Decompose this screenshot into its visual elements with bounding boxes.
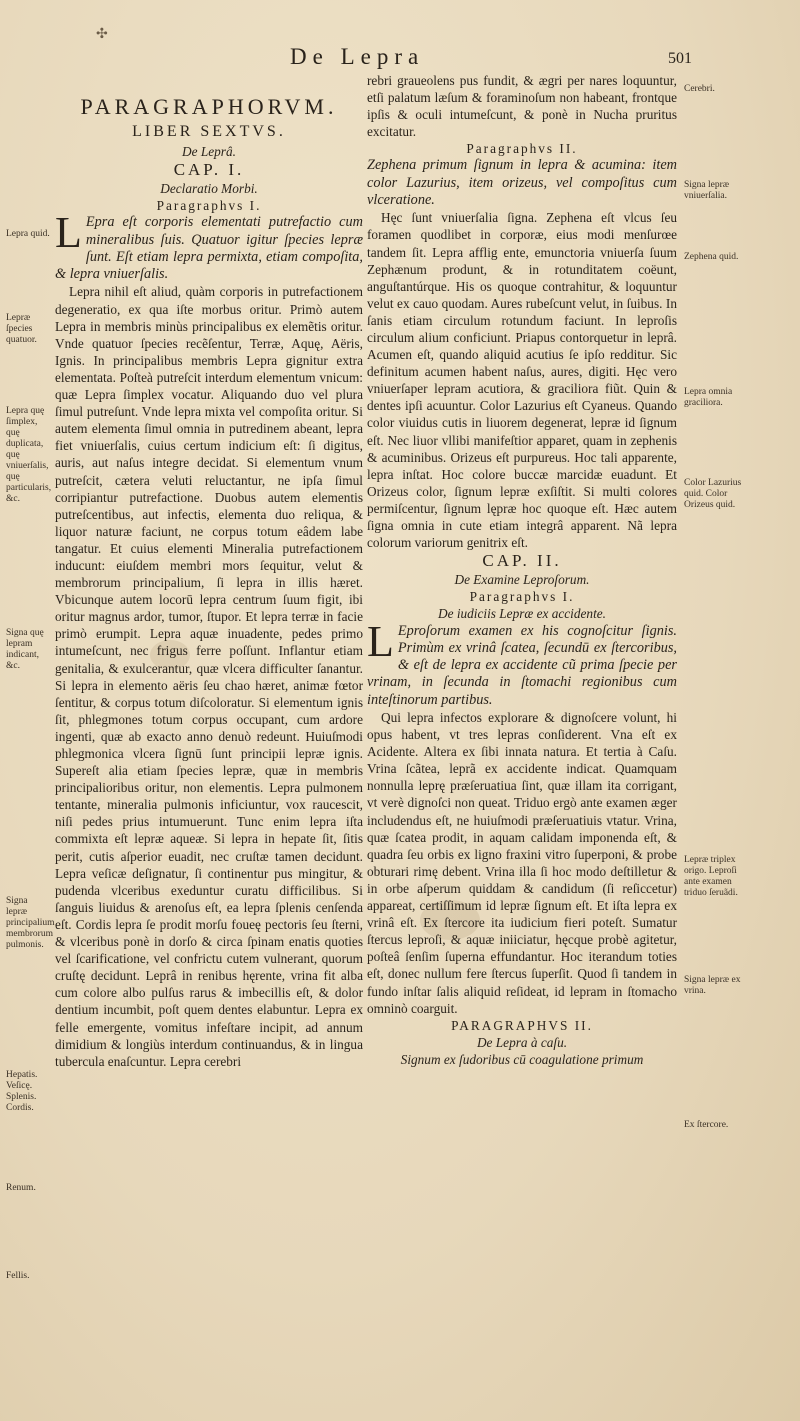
section-heading: De Lepra à caſu. [476, 1034, 568, 1050]
drop-cap: L [55, 208, 82, 258]
margin-note-left: Signa quę lepram indicant, &c. [6, 628, 44, 671]
margin-note-left: Signa lepræ principalium membrorum pulmonis. [6, 896, 55, 950]
section-heading: De iudiciis Lepræ ex accidente. [437, 606, 606, 622]
running-head: De Lepra [290, 44, 425, 69]
body-paragraph: Hęc ſunt vniuerſalia ſigna. Zephena eſt vlcus ſeu foramen quodlibet in corporæ, eius modi menſurœe tandem ſit. Lepra afflig ente, emunctoria vniuerſa ſuum Zephænum produnt, & in rotunditatem coëunt, anguſtantúrque. His os quoque contrahitur, & loquuntur velut ex cauo quodam. Aures rubeſcunt velut, in ſuibus. In ſanis etiam circulum rotundum faciunt. In leproſis circulum alium conficiunt. Priapus contorquetur in leprâ. Acumen eſt, quando aliquid acutius ſe ipſo redditur. Sic definitum acumen habent naſus, aures, digiti. Hęc vero vniuerſaper lepram acutiora, & graciliora fiũt. Quin & dentes ipſi acuuntur. Color Lazurius eſt Cyaneus. Quando color viuidus cutis in liuorem degenerat, lepræ id ſignum eſt. Nec liuor vllibi manifeſtior apparet, quam in zephenis & acuminibus. Orizeus eſt purpureus. Hoc tali apparente, lepra inſtat. Hoc colore buccæ marcidæ euadunt. Et Orizeus color, ſignum lepræ exſiſtit. Si multi colores permiſcentur, ſignum lępræ hoc quoque eſt. Hæc autem ſigna omnia in cute etiam integrâ apparent. Nã lepra colorum variorum genitrix eſt. [367, 210, 677, 551]
margin-note-left: Lepræ ſpecies quatuor. [6, 313, 37, 345]
chapter-heading: De Leprâ. [182, 144, 236, 159]
chapter-heading: De Examine Leproſorum. [454, 572, 590, 588]
margin-note-right: Zephena quid. [684, 252, 739, 262]
paragraph-label: PARAGRAPHVS II. [451, 1017, 593, 1033]
body-paragraph-continued: rebri graueolens pus fundit, & ægri per nares loquuntur, etſi palatum læſum & foraminoſum non habeant, frontque ipſis & oculi intumeſcunt, & ponè in Nucha pruritus excitatur. [367, 73, 677, 140]
body-paragraph: Qui lepra infectos explorare & dignoſcere volunt, hi opus habent, vt tres lepras conſiderent. Vna eſt ex Acidente. Altera ex ſibi innata natura. Et tertia à Caſu. Vrina ſcãtea, leprã ex accidente indicat. Quamquam nonnulla leprę præſeruatiua ſint, quæ illam ita corrigant, vt verè dignoſci non queat. Triduo ergò ante examen æger includendus eſt, ne huiuſmodi præſeruatiuis vtatur. Vrina, quæ ſcatea prodit, in aquam calidam imponenda eſt, & quadra ſeu orbis ex ligno fraxini vitro ſuperponi, & probe obturari rimę debent. Vrina illa ſi hoc modo deſtilletur & in orbe aſperum quiddam & candidum (ſi reſiccetur) appareat, certiſſimum id lepræ ſignum eſt. Et iſta lepra ex vrinâ eſt. Ex ſtercore ita iudicium fieri poteſt. Sumatur ſtercus leproſi, & aquæ iniiciatur, hęcque probè agitetur, poſteâ ſenſim ſuperna effundantur. Hoc iterandum toties eſt, donec nullum fere ſtercus ſuperſit. Quod ſi tandem in fundo inſtar ſalis aliquid reſideat, id lepram in ſtomacho omninò coarguit. [367, 710, 677, 1016]
chapter-number: CAP. I. [173, 160, 245, 180]
left-column [55, 93, 363, 1070]
drop-cap: L [367, 616, 394, 666]
book-subtitle: LIBER SEXTVS. [132, 123, 286, 140]
margin-note-left: Renum. [6, 1183, 36, 1193]
paragraph-label: Paragraphvs II. [466, 141, 578, 157]
margin-note-right: Signa lepræ ex vrina. [684, 975, 741, 996]
section-heading: Declaratio Morbi. [160, 181, 258, 197]
margin-note-right: Ex ſtercore. [684, 1120, 729, 1130]
ink-mark-icon: ✣ [96, 26, 108, 42]
section-heading: Signum ex ſudoribus cū coagulatione primum [400, 1051, 644, 1067]
lede-paragraph [367, 616, 677, 709]
margin-note-right: Color Lazurius quid. Color Orizeus quid. [684, 478, 742, 510]
margin-note-right: Lepra omnia graciliora. [684, 387, 733, 408]
right-column [367, 72, 677, 1068]
margin-note-left: Lepra quę ſimplex, quę duplicata, quę vniuerſalis, quę particularis, &c. [6, 406, 52, 504]
page-number: 501 [668, 50, 692, 67]
paragraph-label: Paragraphvs I. [469, 589, 575, 605]
lede-paragraph [55, 208, 363, 283]
body-paragraph: Lepra nihil eſt aliud, quàm corporis in putrefactionem degeneratio, ex qua iſte morbus oritur. Primò autem Lepra in membris minùs principalibus ex elemẽtis oritur. Vnde quatuor ſpecies recẽſentur, Terræ, Aquę, Aëris, Ignis. In principalibus membris Lepra gignitur extra elementata. Poſteà putreſcit interdum elementum vnicum: quæ Lepra ſimplex vocatur. Aliquando duo vel plura ſimul putreſunt. Vnde lepra mixta vel compoſita oritur. Si autem elementa ſimul omnia in putredinem abeant, lepra fiet vniuerſalis, cuius certum indicium eſt: ſi digitus, auris, aut naſus integre decidat. Si elementum vnum putreſcit, cætera veluti reluctantur, ne ipſa ſimul corripiantur putrefactione. Duobus autem elementis putreſcentibus, aut infectis, elementa duo reliqua, & liquor naturæ faciunt, ne corpus totum eâdem labe tangatur. Et cuius elementi Mineralia putrefactionem inducunt: eiuſdem membri mors ſequitur, velut & membrorum principalium, ſi lepra in illis hæret. Vbicunque autem locorū lepra centrum ſuum figit, ibi oritur magnus ardor, tumor, ſtupor. Et lepra terræ in facie primò erumpit. Lepra aquæ inuadente, pedes primo intumeſcunt, nec frigus ferre poſſunt. Inflantur etiam genitalia, & exulcerantur, quæ vlcera difficulter ſanantur. Si lepra in elemento aëris ſeu chao hæret, animæ fœtor ſentitur, & corpus totum diſcoloratur. Si elementum ignis ſit, phlegmones totum corpus occupant, cum ardore ingenti, quæ ab exacto anno denuò redeunt. Huiuſmodi phlegmonica vlcera ſignū ſunt principii lepræ ignis. Supereſt alia etiam ſpecies lepræ, quæ in membris principalioribus oritur, non elementis. Lepra pulmonem tentante, mineralia pulmonis inficiuntur, vox raucescit, niſi pedes prius intumuerunt. Tunc enim lepra iſta commixta eſt lepræ aqueæ. Si lepra in hepate ſit, ſitis perit, cutis aſperior euadit, nec cruſtæ tamen decidunt. Lepra veſicæ deſignatur, ſi continentur pus mingitur, & pudenda vlceribus exeduntur curatu difficilibus. Si ſanguis liuidus & arenoſus eſt, ea lepra ſplenis cenſenda eſt. Cordis lepra ſe prodit morſu foueę pectoris ſeu ſterni, & vlceribus ponè in dorſo & circa ſpinam enatis quoties vel ſcarificatione, vel confrictu cutem vulnerant, quorum cruſtę decidunt. Leprâ in renibus hęrente, vrina fit alba cum colore albo pulſus rarus & imbecillis eſt, & dolor dentium incumbit, poſt quem dentes elabuntur. Lepra ex felle emergente, vomitus infeſtare incipit, ad annum dimidium & longiùs interdum continuandus, & in lingua tubercula enaſcuntur. Lepra cerebri [55, 284, 363, 1069]
paragraph-label: Paragraphvs I. [156, 198, 262, 214]
margin-note-right: Lepræ triplex origo. Leproſi ante examen triduo ſeruãdi. [684, 855, 738, 898]
lede-text: Eproſorum examen ex his cognoſcitur ſignis. Primùm ex vrinâ ſcatea, ſecundū ex ſtercoribus, & eſt de lepra ex accidente cũ prima ſpecie per vrinam, in ſecunda in ſtomachi regionibus cum inteſtinorum partibus. [367, 622, 677, 708]
margin-note-right: Signa lepræ vniuerſalia. [684, 180, 730, 201]
book-title: PARAGRAPHORVM. [80, 94, 338, 119]
margin-note-left: Hepatis. Veſicę. Splenis. Cordis. [6, 1070, 38, 1113]
lede-text: Epra eſt corporis elementati putrefactio cum mineralibus ſuis. Quatuor igitur ſpecies lepræ ſunt. Eſt etiam lepra permixta, etiam compoſita, & lepra vniuerſalis. [55, 214, 363, 283]
margin-note-right: Cerebri. [684, 84, 715, 94]
chapter-number: CAP. II. [482, 551, 562, 571]
margin-note-left: Lepra quid. [6, 229, 50, 239]
lede-paragraph: Zephena primum ſignum in lepra & acumina: item color Lazurius, item orizeus, vel compoſitus cum vlceratione. [367, 157, 677, 209]
margin-note-left: Fellis. [6, 1271, 30, 1281]
